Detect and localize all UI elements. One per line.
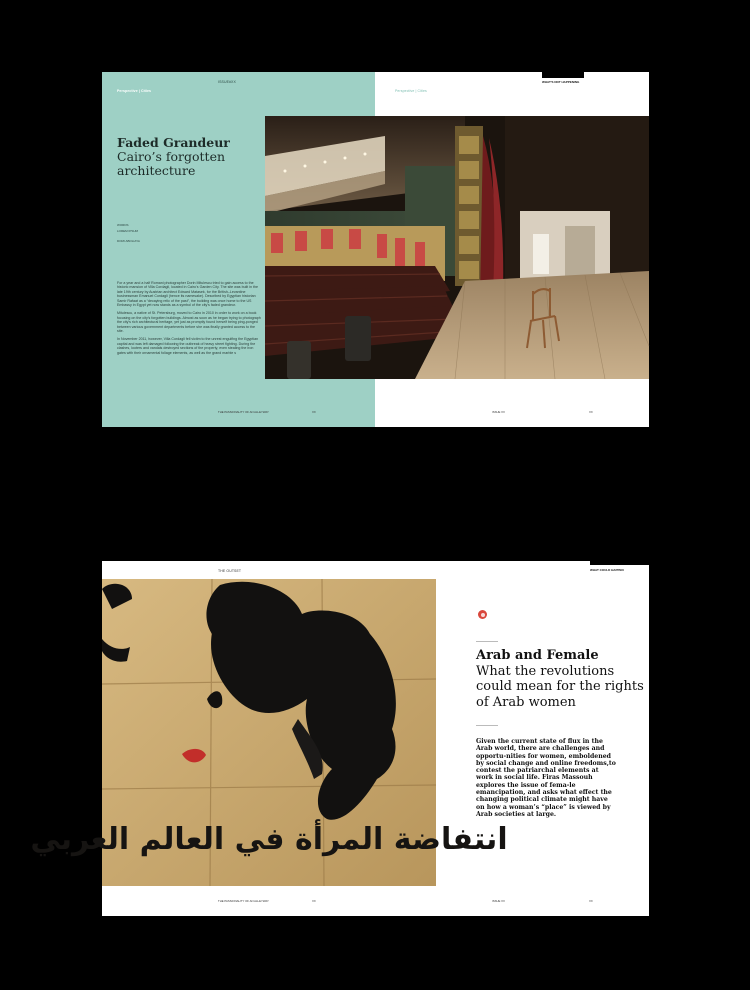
article-title-bold: Faded Grandeur <box>117 135 230 150</box>
running-header: THE OUTSET <box>218 569 242 573</box>
section-tab-label: WHAT COULD HAPPEN <box>590 568 624 572</box>
section-label-left: Perspective | Cities <box>117 89 152 93</box>
spread-faded-grandeur <box>102 72 649 427</box>
credit-name-writer: LOREM IPSUM <box>117 229 139 233</box>
credit-label-words: WORDS <box>117 223 129 227</box>
page-number-right: XX <box>589 410 593 414</box>
footer-right: ISSUE XX <box>492 410 505 414</box>
footer-right: ISSUE XX <box>492 899 505 903</box>
article-title <box>476 648 644 710</box>
theatre-photo <box>265 116 649 379</box>
article-credits <box>117 222 140 244</box>
body-paragraph: For a year and a half Romani photographer Dorin Mitulescu tried to gain access to the historic mansion of Villa Cordagli, located in Cairo’s Garden City. The site was built in the late 19th century by Austrian architect Edward Matasek, for the British–Levantine businessman Emanuel Cordagli (hence its namesake). Described by Egyptian historian Samir Rafaat as a “decaying relic of the past”, the building was once home to the US Embassy in Egypt yet now stands as a symbol of the city’s faded grandeur. <box>117 281 258 308</box>
footer-left: THE PASSIONALITY OF AN ALLEYWAY <box>218 899 269 903</box>
section-tab <box>590 559 649 565</box>
article-body <box>117 281 261 359</box>
footer-left: THE PASSIONALITY OF AN ALLEYWAY <box>218 410 269 414</box>
spread-arab-and-female <box>30 561 649 916</box>
graffiti-photo <box>30 579 508 886</box>
section-label-right: Perspective | Cities <box>395 89 427 93</box>
graffiti-arabic-text: انتفاضة المرأة في العالم العربي <box>30 822 508 857</box>
article-title <box>117 136 267 178</box>
running-header: ISSUE#XX <box>218 80 236 84</box>
section-tab-label: WHAT'S NOT HAPPENING <box>542 80 580 84</box>
article-subtitle: What the revolutions could mean for the rights of Arab women <box>476 663 644 710</box>
page-number-left: XX <box>312 410 316 414</box>
body-paragraph: Mitulescu, a native of St. Petersburg, moved to Cairo in 2010 in order to work on a book focusing on the city’s forgotten buildings. Almost as soon as he began trying to photograph the city’s rich architectural heritage, yet just as promptly found herself being ping-ponged between various government departments before she was finally granted access to the site. <box>117 311 261 334</box>
magazine-logo-icon <box>478 610 487 619</box>
article-title-bold: Arab and Female <box>476 648 599 663</box>
title-rule-top <box>476 641 498 642</box>
credit-name-photographer: DOMI ABOLIAYA <box>117 239 140 243</box>
article-lead: Given the current state of flux in the Arab world, there are challenges and opportu-nities for women, emboldened by social change and online freedoms,to contest the patriarchal elements at work in social life. Firas Massouh explores the issue of fema-le emancipation, and asks what effect the changing political climate might have on how a woman’s “place” is viewed by Arab societies at large. <box>476 738 616 818</box>
article-subtitle: Cairo’s forgotten architecture <box>117 149 226 178</box>
page-number-right: XX <box>589 899 593 903</box>
body-paragraph: In November 2011, however, Villa Cordagli fell victim to the unrest engulfing the Egyptian capital and was left damaged following the outbreak of heavy street fighting. During the clashes, looters and vandals destroyed sections of the property, even stealing the iron gates with their ornamental foliage elements, as well as the grand marble s <box>117 337 259 355</box>
page-number-left: XX <box>312 899 316 903</box>
section-tab <box>542 72 584 78</box>
title-rule-bottom <box>476 725 498 726</box>
